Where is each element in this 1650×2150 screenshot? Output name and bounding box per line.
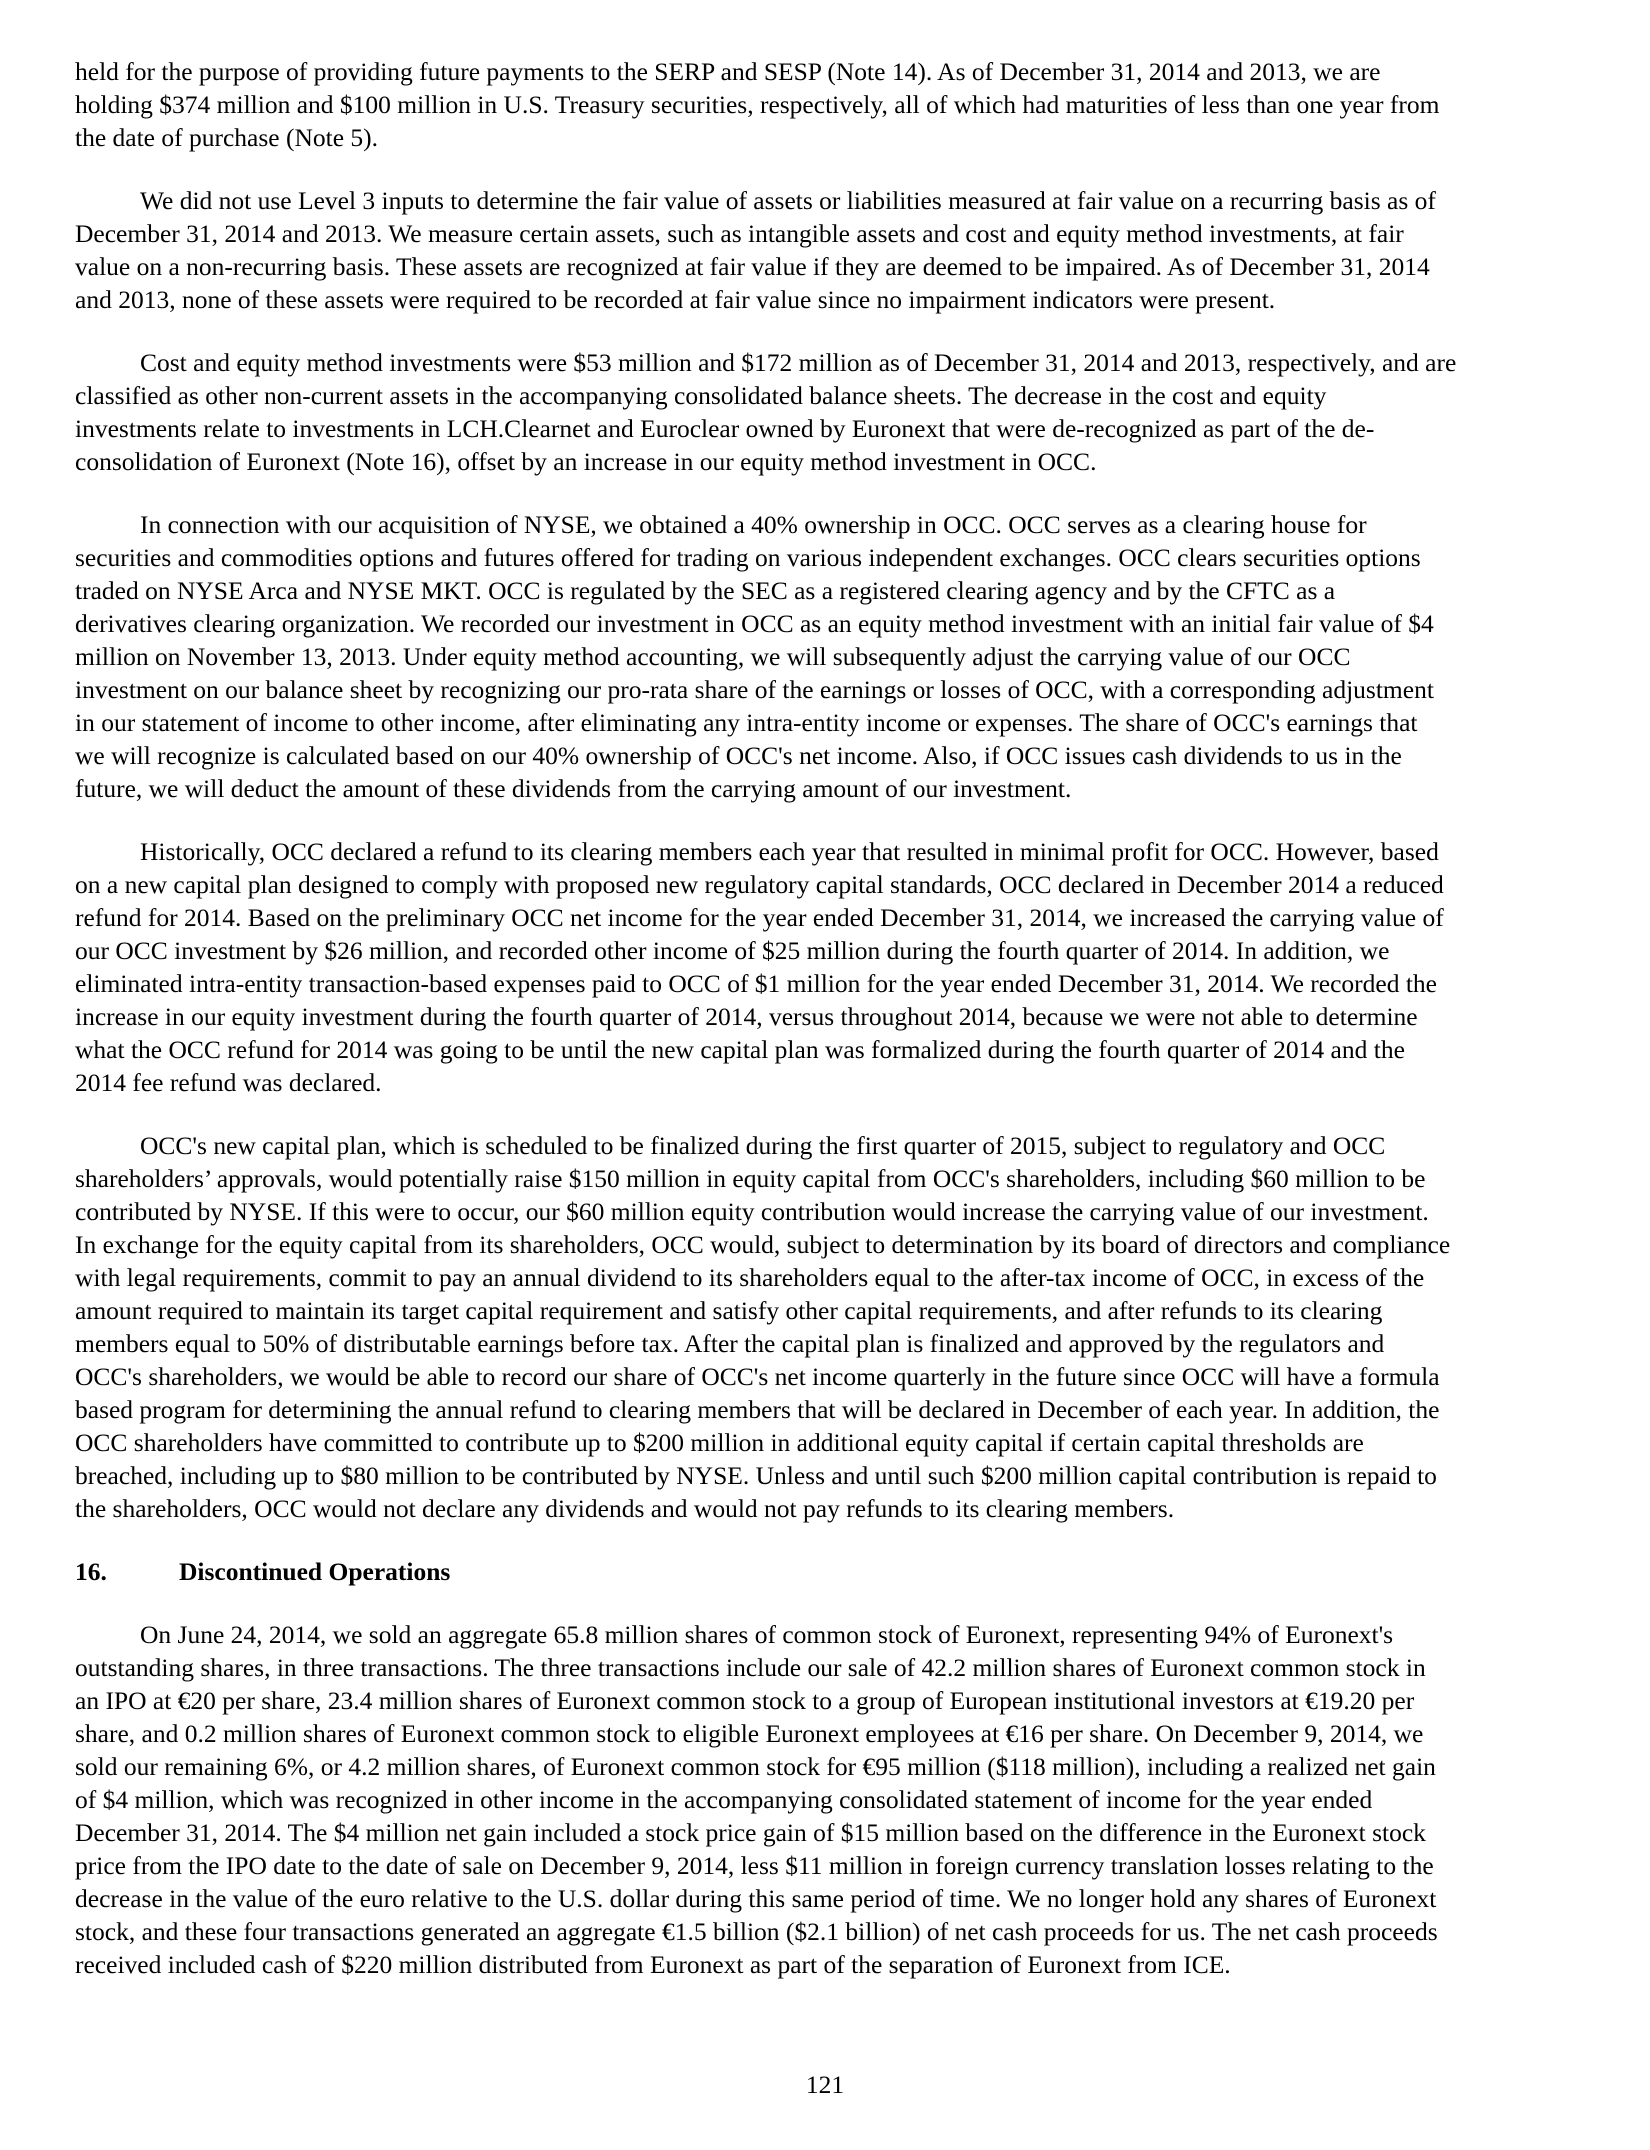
- text-line: future, we will deduct the amount of these dividends from the carrying amount of our investment.: [75, 774, 1072, 803]
- text-line: stock, and these four transactions generated an aggregate €1.5 billion ($2.1 billion) of net cash proceeds for us. The net cash proceeds: [75, 1917, 1438, 1946]
- section-heading: [75, 1555, 1585, 1588]
- text-line: OCC's shareholders, we would be able to record our share of OCC's net income quarterly in the future since OCC will have a formula: [75, 1362, 1440, 1391]
- text-line: derivatives clearing organization. We recorded our investment in OCC as an equity method investment with an initial fair value of $4: [75, 609, 1434, 638]
- text-line: with legal requirements, commit to pay an annual dividend to its shareholders equal to the after-tax income of OCC, in excess of the: [75, 1263, 1425, 1292]
- text-line: we will recognize is calculated based on our 40% ownership of OCC's net income. Also, if OCC issues cash dividends to us in the: [75, 741, 1402, 770]
- text-line: based program for determining the annual refund to clearing members that will be declared in December of each year. In addition, the: [75, 1395, 1440, 1424]
- text-line: December 31, 2014. The $4 million net gain included a stock price gain of $15 million based on the difference in the Euronext stock: [75, 1818, 1426, 1847]
- text-line: In connection with our acquisition of NYSE, we obtained a 40% ownership in OCC. OCC serves as a clearing house for: [140, 510, 1367, 539]
- text-line: and 2013, none of these assets were required to be recorded at fair value since no impairment indicators were present.: [75, 285, 1276, 314]
- text-line: consolidation of Euronext (Note 16), offset by an increase in our equity method investment in OCC.: [75, 447, 1097, 476]
- text-line: members equal to 50% of distributable earnings before tax. After the capital plan is finalized and approved by the regulators and: [75, 1329, 1385, 1358]
- section-title: Discontinued Operations: [179, 1557, 451, 1586]
- page-number: 121: [805, 2070, 845, 2099]
- text-line: value on a non-recurring basis. These assets are recognized at fair value if they are deemed to be impaired. As of December 31, 2014: [75, 252, 1430, 281]
- text-line: eliminated intra-entity transaction-based expenses paid to OCC of $1 million for the year ended December 31, 2014. We recorded the: [75, 969, 1437, 998]
- text-line: In exchange for the equity capital from its shareholders, OCC would, subject to determination by its board of directors and compliance: [75, 1230, 1451, 1259]
- text-line: securities and commodities options and futures offered for trading on various independent exchanges. OCC clears securities options: [75, 543, 1421, 572]
- text-line: OCC's new capital plan, which is scheduled to be finalized during the first quarter of 2015, subject to regulatory and OCC: [140, 1131, 1386, 1160]
- text-line: decrease in the value of the euro relative to the U.S. dollar during this same period of time. We no longer hold any shares of Euronext: [75, 1884, 1437, 1913]
- text-line: On June 24, 2014, we sold an aggregate 65.8 million shares of common stock of Euronext, representing 94% of Euronext's: [140, 1620, 1394, 1649]
- text-line: investments relate to investments in LCH.Clearnet and Euroclear owned by Euronext that were de-recognized as part of the de-: [75, 414, 1375, 443]
- text-line: We did not use Level 3 inputs to determine the fair value of assets or liabilities measured at fair value on a recurring basis as of: [140, 186, 1436, 215]
- text-line: what the OCC refund for 2014 was going to be until the new capital plan was formalized during the fourth quarter of 2014 and the: [75, 1035, 1405, 1064]
- text-line: price from the IPO date to the date of sale on December 9, 2014, less $11 million in foreign currency translation losses relating to the: [75, 1851, 1434, 1880]
- text-line: the shareholders, OCC would not declare any dividends and would not pay refunds to its clearing members.: [75, 1494, 1175, 1523]
- text-line: on a new capital plan designed to comply with proposed new regulatory capital standards, OCC declared in December 2014 a reduced: [75, 870, 1444, 899]
- text-line: an IPO at €20 per share, 23.4 million shares of Euronext common stock to a group of European institutional investors at €19.20 per: [75, 1686, 1415, 1715]
- text-line: breached, including up to $80 million to be contributed by NYSE. Unless and until such $200 million capital contribution is repaid to: [75, 1461, 1437, 1490]
- paragraph: [75, 184, 1585, 316]
- text-line: our OCC investment by $26 million, and recorded other income of $25 million during the fourth quarter of 2014. In addition, we: [75, 936, 1390, 965]
- text-line: Cost and equity method investments were $53 million and $172 million as of December 31, 2014 and 2013, respectively, and are: [140, 348, 1457, 377]
- text-line: outstanding shares, in three transactions. The three transactions include our sale of 42.2 million shares of Euronext common stock in: [75, 1653, 1426, 1682]
- text-line: holding $374 million and $100 million in U.S. Treasury securities, respectively, all of which had maturities of less than one year from: [75, 90, 1440, 119]
- text-line: sold our remaining 6%, or 4.2 million shares, of Euronext common stock for €95 million ($118 million), including a realized net gain: [75, 1752, 1436, 1781]
- paragraph: [75, 346, 1585, 478]
- text-line: amount required to maintain its target capital requirement and satisfy other capital requirements, and after refunds to its clearing: [75, 1296, 1383, 1325]
- text-line: held for the purpose of providing future payments to the SERP and SESP (Note 14). As of December 31, 2014 and 2013, we are: [75, 57, 1381, 86]
- paragraph: [75, 1618, 1585, 1981]
- text-line: shareholders’ approvals, would potentially raise $150 million in equity capital from OCC's shareholders, including $60 million to be: [75, 1164, 1426, 1193]
- text-line: 2014 fee refund was declared.: [75, 1068, 382, 1097]
- text-line: the date of purchase (Note 5).: [75, 123, 379, 152]
- paragraph: [75, 1129, 1585, 1525]
- document-body: [75, 55, 1585, 2011]
- text-line: million on November 13, 2013. Under equity method accounting, we will subsequently adjust the carrying value of our OCC: [75, 642, 1351, 671]
- text-line: OCC shareholders have committed to contribute up to $200 million in additional equity capital if certain capital thresholds are: [75, 1428, 1364, 1457]
- text-line: traded on NYSE Arca and NYSE MKT. OCC is regulated by the SEC as a registered clearing agency and by the CFTC as a: [75, 576, 1336, 605]
- text-line: of $4 million, which was recognized in other income in the accompanying consolidated statement of income for the year ended: [75, 1785, 1373, 1814]
- paragraph: [75, 835, 1585, 1099]
- text-line: in our statement of income to other income, after eliminating any intra-entity income or expenses. The share of OCC's earnings that: [75, 708, 1418, 737]
- paragraph: [75, 55, 1585, 154]
- text-line: received included cash of $220 million distributed from Euronext as part of the separation of Euronext from ICE.: [75, 1950, 1231, 1979]
- text-line: investment on our balance sheet by recognizing our pro-rata share of the earnings or losses of OCC, with a corresponding adjustment: [75, 675, 1434, 704]
- text-line: refund for 2014. Based on the preliminary OCC net income for the year ended December 31, 2014, we increased the carrying value of: [75, 903, 1444, 932]
- paragraph: [75, 508, 1585, 805]
- text-line: contributed by NYSE. If this were to occur, our $60 million equity contribution would increase the carrying value of our investment.: [75, 1197, 1429, 1226]
- text-line: Historically, OCC declared a refund to its clearing members each year that resulted in minimal profit for OCC. However, based: [140, 837, 1439, 866]
- section-number: 16.: [75, 1557, 107, 1586]
- text-line: classified as other non-current assets in the accompanying consolidated balance sheets. The decrease in the cost and equity: [75, 381, 1327, 410]
- text-line: increase in our equity investment during the fourth quarter of 2014, versus throughout 2014, because we were not able to determine: [75, 1002, 1418, 1031]
- text-line: share, and 0.2 million shares of Euronext common stock to eligible Euronext employees at €16 per share. On December 9, 2014, we: [75, 1719, 1424, 1748]
- text-line: December 31, 2014 and 2013. We measure certain assets, such as intangible assets and cost and equity method investments, at fair: [75, 219, 1404, 248]
